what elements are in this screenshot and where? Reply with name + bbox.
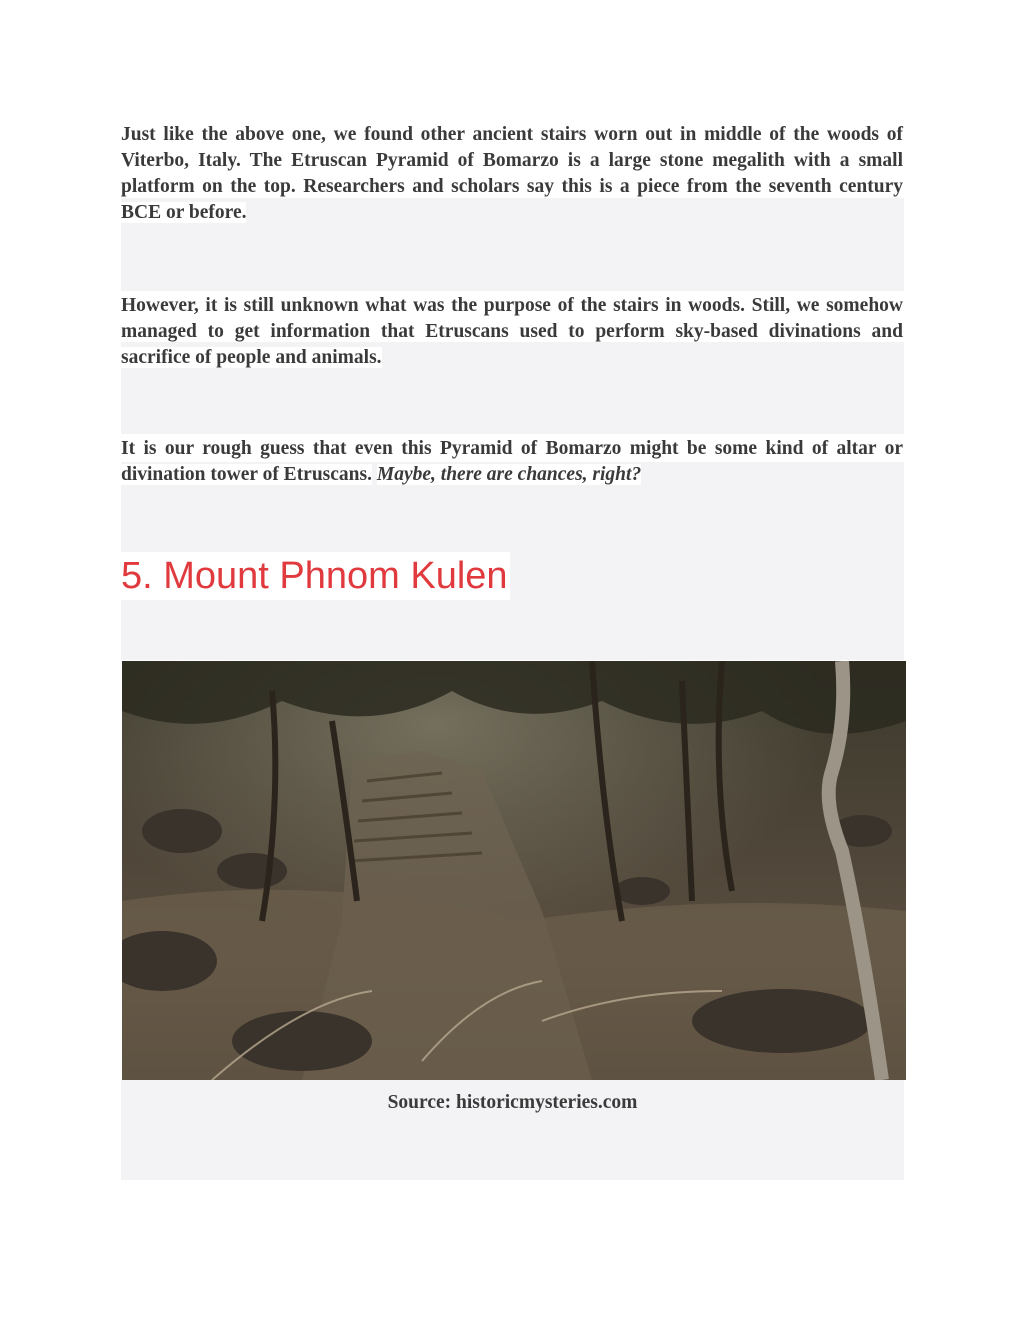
forest-stairs-image bbox=[122, 661, 906, 1080]
image-caption: Source: historicmysteries.com bbox=[387, 1092, 638, 1113]
paragraph-text: It is our rough guess that even this Pyramid of Bomarzo might be some kind of altar or divination tower of Etruscans. bbox=[121, 438, 903, 485]
forest-stairs-photo bbox=[122, 661, 906, 1080]
paragraph-stairs-viterbo bbox=[121, 122, 903, 226]
paragraph-text: Just like the above one, we found other ancient stairs worn out in middle of the woods of Viterbo, Italy. The Etruscan Pyramid of Bomarzo is a large stone megalith with a small platform on the top. Researchers and scholars say this is a piece from the seventh century BCE or before. bbox=[121, 124, 903, 223]
paragraph-stairs-purpose bbox=[121, 293, 903, 371]
paragraph-emphasis: Maybe, there are chances, right? bbox=[376, 464, 642, 485]
paragraph-bomarzo-guess bbox=[121, 436, 903, 488]
paragraph-text: However, it is still unknown what was the purpose of the stairs in woods. Still, we somehow managed to get information that Etruscans used to perform sky-based divinations and sacrifice of people and animals. bbox=[121, 295, 903, 368]
section-heading: 5. Mount Phnom Kulen bbox=[121, 552, 510, 600]
